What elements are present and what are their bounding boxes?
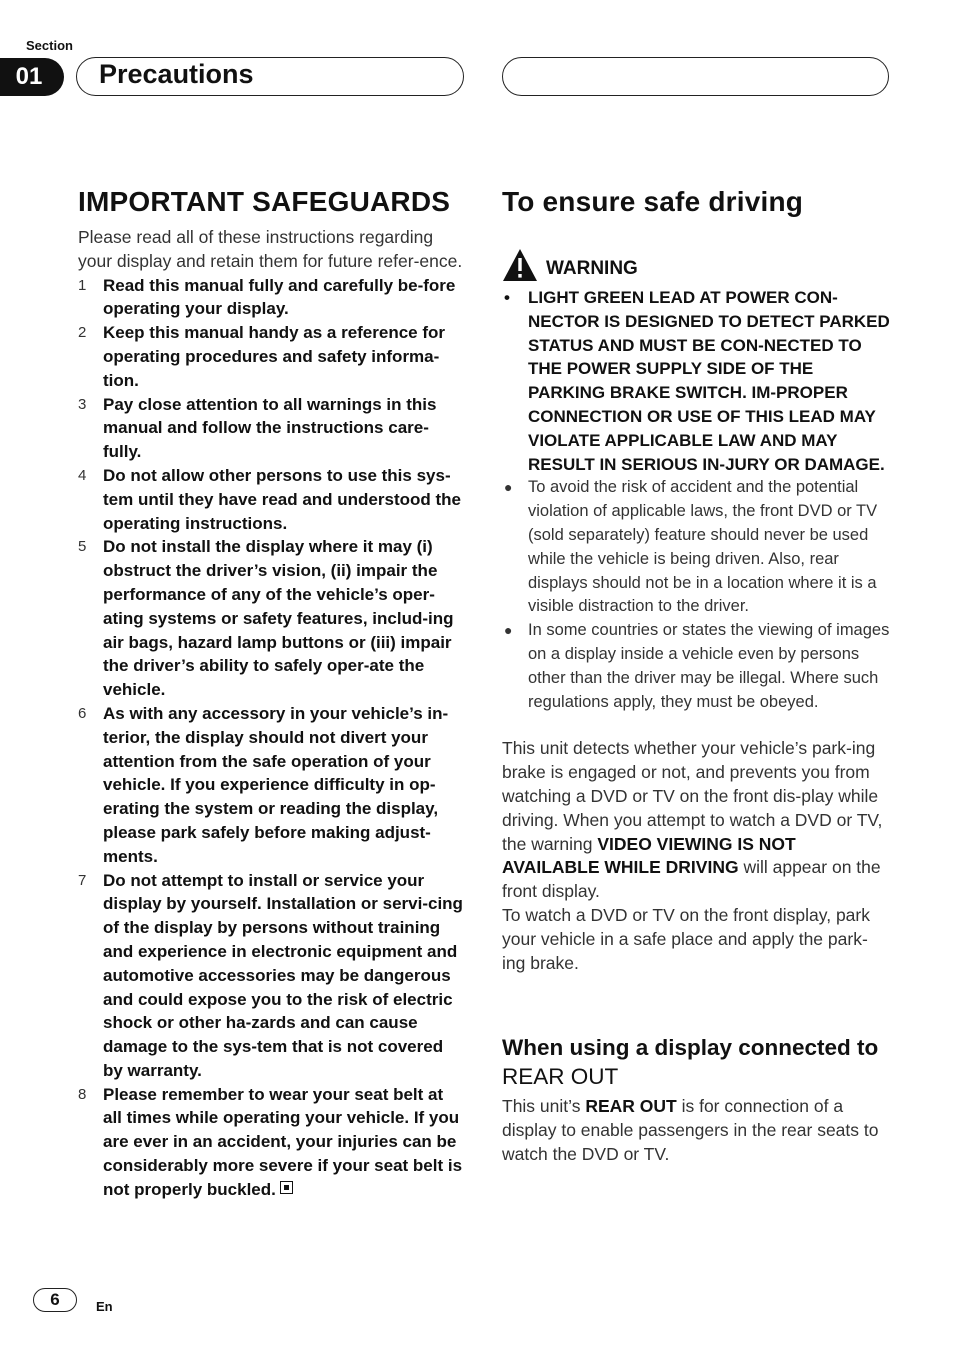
item-text: As with any accessory in your vehicle’s in-terior, the display should not divert your attention from the safe operation of your vehicle. If you experience difficulty in op-erating the system or reading the display, please park safely before making adjust-ments. <box>103 703 449 866</box>
item-text: Do not allow other persons to use this sys-tem until they have read and understood the operating instructions. <box>103 465 461 533</box>
section-title-box <box>76 57 464 96</box>
list-item <box>78 702 466 869</box>
item-text: Do not attempt to install or service your display by yourself. Installation or servi-cing of the display by persons without training and experience in electronic equipment and automotive accessories may be dangerous and could expose you to the risk of electric shock or other ha-zards and can cause damage to the sys-tem that is not covered by warranty. <box>103 870 463 1080</box>
item-number: 1 <box>78 276 87 294</box>
para-text: This unit’s <box>502 1096 586 1117</box>
note-text: In some countries or states the viewing of images on a display inside a vehicle even by persons other than the driver may be illegal. Where such regulations apply, they must be obeyed. <box>528 621 890 711</box>
bullet: ● <box>504 622 513 639</box>
rear-out-heading <box>502 1033 890 1091</box>
list-item <box>78 464 466 535</box>
rear-out-term: REAR OUT <box>585 1096 677 1117</box>
item-number: 8 <box>78 1085 87 1103</box>
para-text: will appear on the front display. <box>502 857 881 902</box>
list-item <box>502 619 890 714</box>
page-number: 6 <box>33 1288 77 1312</box>
list-item <box>78 1083 466 1202</box>
item-number: 2 <box>78 324 87 342</box>
warning-header <box>502 248 890 282</box>
rear-out-paragraph <box>502 1095 890 1166</box>
item-text: Do not install the display where it may (i) obstruct the driver’s vision, (ii) impair the performance of any of the vehicle’s oper-ating systems or safety features, includ-ing air bags, hazard lamp buttons or (iii) impair the driver’s ability to safely oper-ate the vehicle. <box>103 537 454 700</box>
bullet: • <box>504 288 510 307</box>
language-label: En <box>96 1299 113 1314</box>
warning-triangle-icon <box>502 248 538 282</box>
warning-label: WARNING <box>546 258 638 279</box>
item-number: 7 <box>78 871 87 889</box>
empty-title-box <box>502 57 889 96</box>
list-item <box>78 393 466 464</box>
list-item <box>78 321 466 392</box>
list-item <box>78 535 466 702</box>
section-number: 01 <box>0 58 64 96</box>
item-text: Read this manual fully and carefully be-fore operating your display. <box>103 275 456 319</box>
park-instructions-paragraph: To watch a DVD or TV on the front display, park your vehicle in a safe place and apply the park-ing brake. <box>502 904 870 973</box>
list-item <box>502 286 890 476</box>
bullet: ● <box>504 479 513 496</box>
item-text: Pay close attention to all warnings in this manual and follow the instructions care-fully. <box>103 394 437 462</box>
item-number: 3 <box>78 395 87 413</box>
item-number: 5 <box>78 538 87 556</box>
section-label: Section <box>26 38 73 53</box>
parking-brake-paragraph <box>502 737 890 904</box>
para-text: This unit detects whether your vehicle’s park-ing brake is engaged or not, and prevents you from watching a DVD or TV on the front dis-play while driving. When you attempt to watch a DVD or TV, the warning <box>502 738 883 854</box>
safeguard-list <box>78 274 466 1202</box>
important-safeguards-heading: IMPORTANT SAFEGUARDS <box>78 186 451 217</box>
intro-paragraph: Please read all of these instructions regarding your display and retain them for future refer-ence. <box>78 227 463 271</box>
warning-list <box>502 286 890 476</box>
item-text: Please remember to wear your seat belt at all times while operating your vehicle. If you are ever in an accident, your injuries can be considerably more severe if your seat belt is not properly buckled. <box>103 1084 463 1199</box>
warning-text: LIGHT GREEN LEAD AT POWER CON-NECTOR IS DESIGNED TO DETECT PARKED STATUS AND MUST BE CON-NECTED TO THE POWER SUPPLY SIDE OF THE PARKING BRAKE SWITCH. IM-PROPER CONNECTION OR USE OF THIS LEAD MAY VIOLATE APPLICABLE LAW AND MAY RESULT IN SERIOUS IN-JURY OR DAMAGE. <box>528 288 890 474</box>
para-text: is for connection of a display to enable passengers in the rear seats to watch the DVD or TV. <box>502 1096 879 1164</box>
item-text: Keep this manual handy as a reference for operating procedures and safety informa-tion. <box>103 323 446 390</box>
note-text: To avoid the risk of accident and the potential violation of applicable laws, the front DVD or TV (sold separately) feature should never be used while the vehicle is being driven. Also, rear displays should not be in a location where it is a visible distraction to the driver. <box>528 478 878 616</box>
list-item <box>78 274 466 322</box>
notes-list <box>502 476 890 714</box>
video-warning-message: VIDEO VIEWING IS NOT AVAILABLE WHILE DRIVING <box>502 833 796 878</box>
left-column <box>78 186 466 1202</box>
end-mark-icon <box>280 1181 293 1194</box>
item-number: 4 <box>78 466 87 484</box>
list-item <box>502 476 890 619</box>
list-item <box>78 869 466 1083</box>
right-column <box>502 186 890 1167</box>
safe-driving-heading: To ensure safe driving <box>502 186 804 217</box>
heading-text: When using a display connected to <box>502 1035 879 1061</box>
section-title: Precautions <box>99 59 254 89</box>
item-number: 6 <box>78 704 87 722</box>
heading-text-light: REAR OUT <box>502 1064 619 1090</box>
